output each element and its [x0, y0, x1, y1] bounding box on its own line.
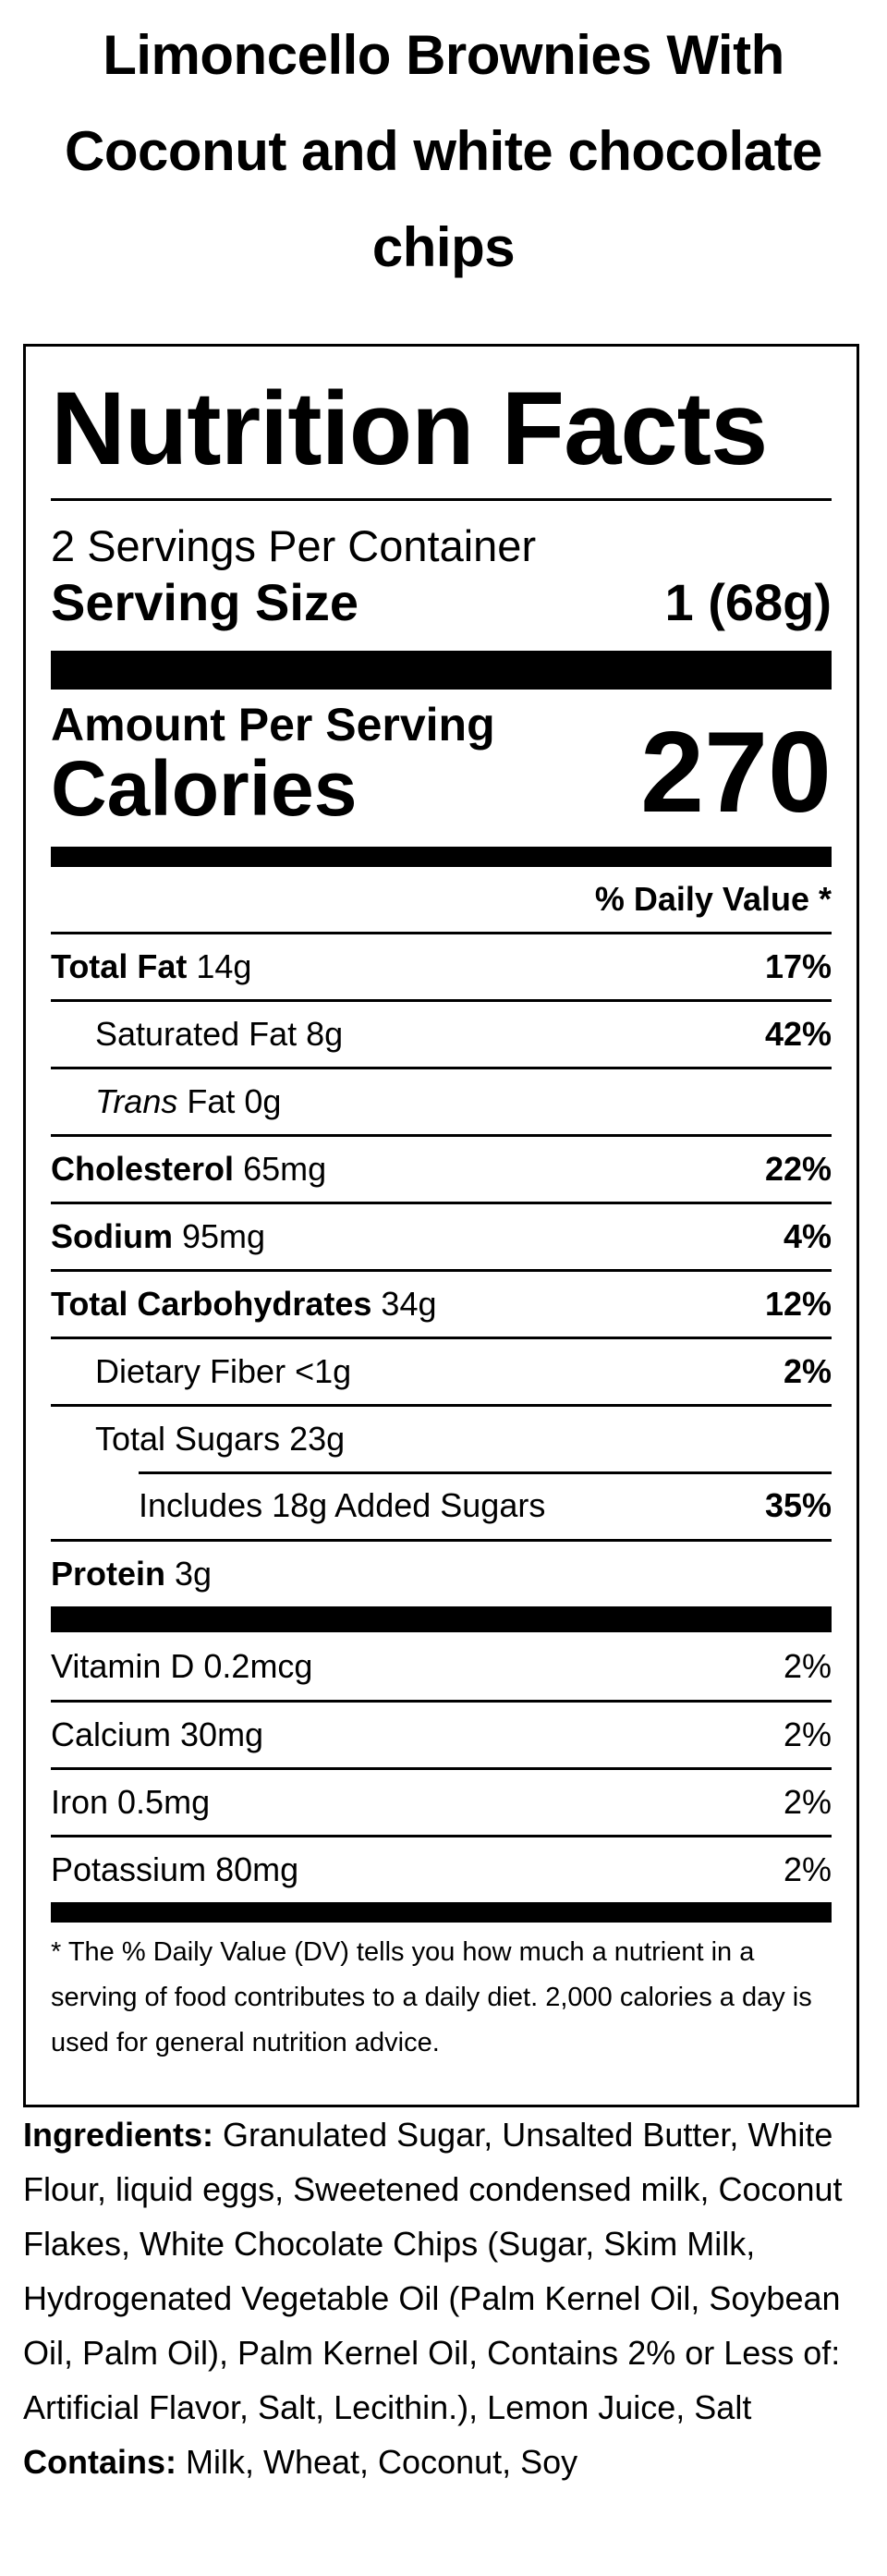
nutrient-row-trans-fat: [51, 1067, 832, 1134]
nutrient-amount: 65mg: [243, 1150, 327, 1188]
vitamin-text: Iron 0.5mg: [51, 1783, 211, 1821]
nutrient-row-cholesterol: [51, 1134, 832, 1202]
vitamin-text: Potassium 80mg: [51, 1850, 299, 1888]
servings-per-container: 2 Servings Per Container: [51, 521, 537, 570]
nutrient-dv: 35%: [764, 1485, 832, 1524]
nutrient-name: Total Carbohydrates: [51, 1285, 372, 1323]
nutrient-amount: 23g: [289, 1420, 346, 1458]
nutrient-amount: 95mg: [182, 1217, 266, 1255]
contains-paragraph: [23, 2435, 866, 2489]
nutrition-label: [23, 344, 859, 2107]
vitamin-text: Calcium 30mg: [51, 1715, 264, 1753]
nutrient-dv: 42%: [764, 1015, 832, 1053]
vitamin-row-iron: [51, 1767, 832, 1835]
nutrient-row-total-fat: [51, 932, 832, 999]
vitamin-row-potassium: [51, 1835, 832, 1902]
thick-divider: [51, 651, 832, 690]
recipe-title: Limoncello Brownies With Coconut and white chocolate chips: [65, 24, 822, 278]
daily-value-header: % Daily Value *: [594, 880, 832, 918]
serving-size-row: [51, 573, 832, 632]
nutrient-name: Total Fat: [51, 947, 188, 985]
nutrient-amount: 3g: [175, 1555, 213, 1593]
serving-size-value: 1 (68g): [664, 573, 832, 631]
nutrient-dv: 22%: [764, 1150, 832, 1188]
nutrient-dv: 12%: [764, 1285, 832, 1323]
nutrient-row-added-sugars: [51, 1471, 832, 1539]
nutrient-name: Total Sugars: [95, 1420, 281, 1458]
nutrient-amount: 0g: [244, 1082, 282, 1120]
calories-label: Calories: [51, 745, 358, 832]
nutrition-facts-heading: Nutrition Facts: [51, 371, 768, 486]
nutrient-name-italic: Trans: [95, 1082, 178, 1120]
ingredients-text: Granulated Sugar, Unsalted Butter, White Flour, liquid eggs, Sweetened condensed milk, Coconut Flakes, White Chocolate Chips (Sugar, Skim Milk, Hydrogenated Vegetable Oil (Palm Kernel Oil, Soybean Oil, Palm Oil), Palm Kernel Oil, Contains 2% or Less of: Artificial Flavor, Salt, Lecithin.), Lemon Juice, Salt: [23, 2116, 843, 2426]
vitamin-row-vitamin-d: [51, 1632, 832, 1700]
thick-divider: [51, 1606, 832, 1632]
nutrient-name: Protein: [51, 1555, 166, 1593]
nutrient-row-protein: [51, 1539, 832, 1606]
medium-divider: [51, 847, 832, 867]
vitamin-dv: 2%: [783, 1850, 832, 1888]
ingredients-paragraph: [23, 2107, 866, 2435]
vitamin-row-calcium: [51, 1700, 832, 1767]
nutrient-dv: 17%: [764, 947, 832, 985]
contains-text: Milk, Wheat, Coconut, Soy: [186, 2443, 578, 2481]
nutrient-dv: 4%: [783, 1217, 832, 1255]
medium-divider: [51, 1902, 832, 1923]
nutrient-name: Includes 18g Added Sugars: [139, 1485, 546, 1524]
contains-label: Contains:: [23, 2443, 176, 2481]
nutrient-name: Fat: [187, 1082, 236, 1120]
nutrient-dv: 2%: [783, 1352, 832, 1390]
vitamin-dv: 2%: [783, 1783, 832, 1821]
ingredients-section: [23, 2107, 866, 2489]
nutrient-row-total-carbohydrates: [51, 1269, 832, 1337]
divider: [51, 498, 832, 501]
calories-block: [51, 699, 832, 836]
nutrient-row-dietary-fiber: [51, 1337, 832, 1404]
nutrient-row-saturated-fat: [51, 999, 832, 1067]
nutrient-name: Cholesterol: [51, 1150, 235, 1188]
nutrient-amount: 14g: [196, 947, 252, 985]
nutrient-row-sodium: [51, 1202, 832, 1269]
serving-size-label: Serving Size: [51, 573, 359, 631]
calories-value: 270: [640, 709, 832, 836]
vitamin-text: Vitamin D 0.2mcg: [51, 1646, 313, 1685]
nutrient-amount: 34g: [381, 1285, 437, 1323]
ingredients-label: Ingredients:: [23, 2116, 214, 2154]
daily-value-footnote: * The % Daily Value (DV) tells you how much a nutrient in a serving of food contributes to a daily diet. 2,000 calories a day is used for general nutrition advice.: [51, 1937, 812, 2057]
nutrient-amount: 8g: [306, 1015, 344, 1053]
vitamin-dv: 2%: [783, 1715, 832, 1753]
nutrient-name: Dietary Fiber: [95, 1352, 286, 1390]
amount-per-serving: Amount Per Serving: [51, 699, 495, 751]
nutrient-row-total-sugars: [51, 1404, 832, 1471]
nutrient-name: Sodium: [51, 1217, 173, 1255]
vitamin-dv: 2%: [783, 1646, 832, 1685]
nutrient-amount: <1g: [295, 1352, 352, 1390]
nutrient-name: Saturated Fat: [95, 1015, 298, 1053]
